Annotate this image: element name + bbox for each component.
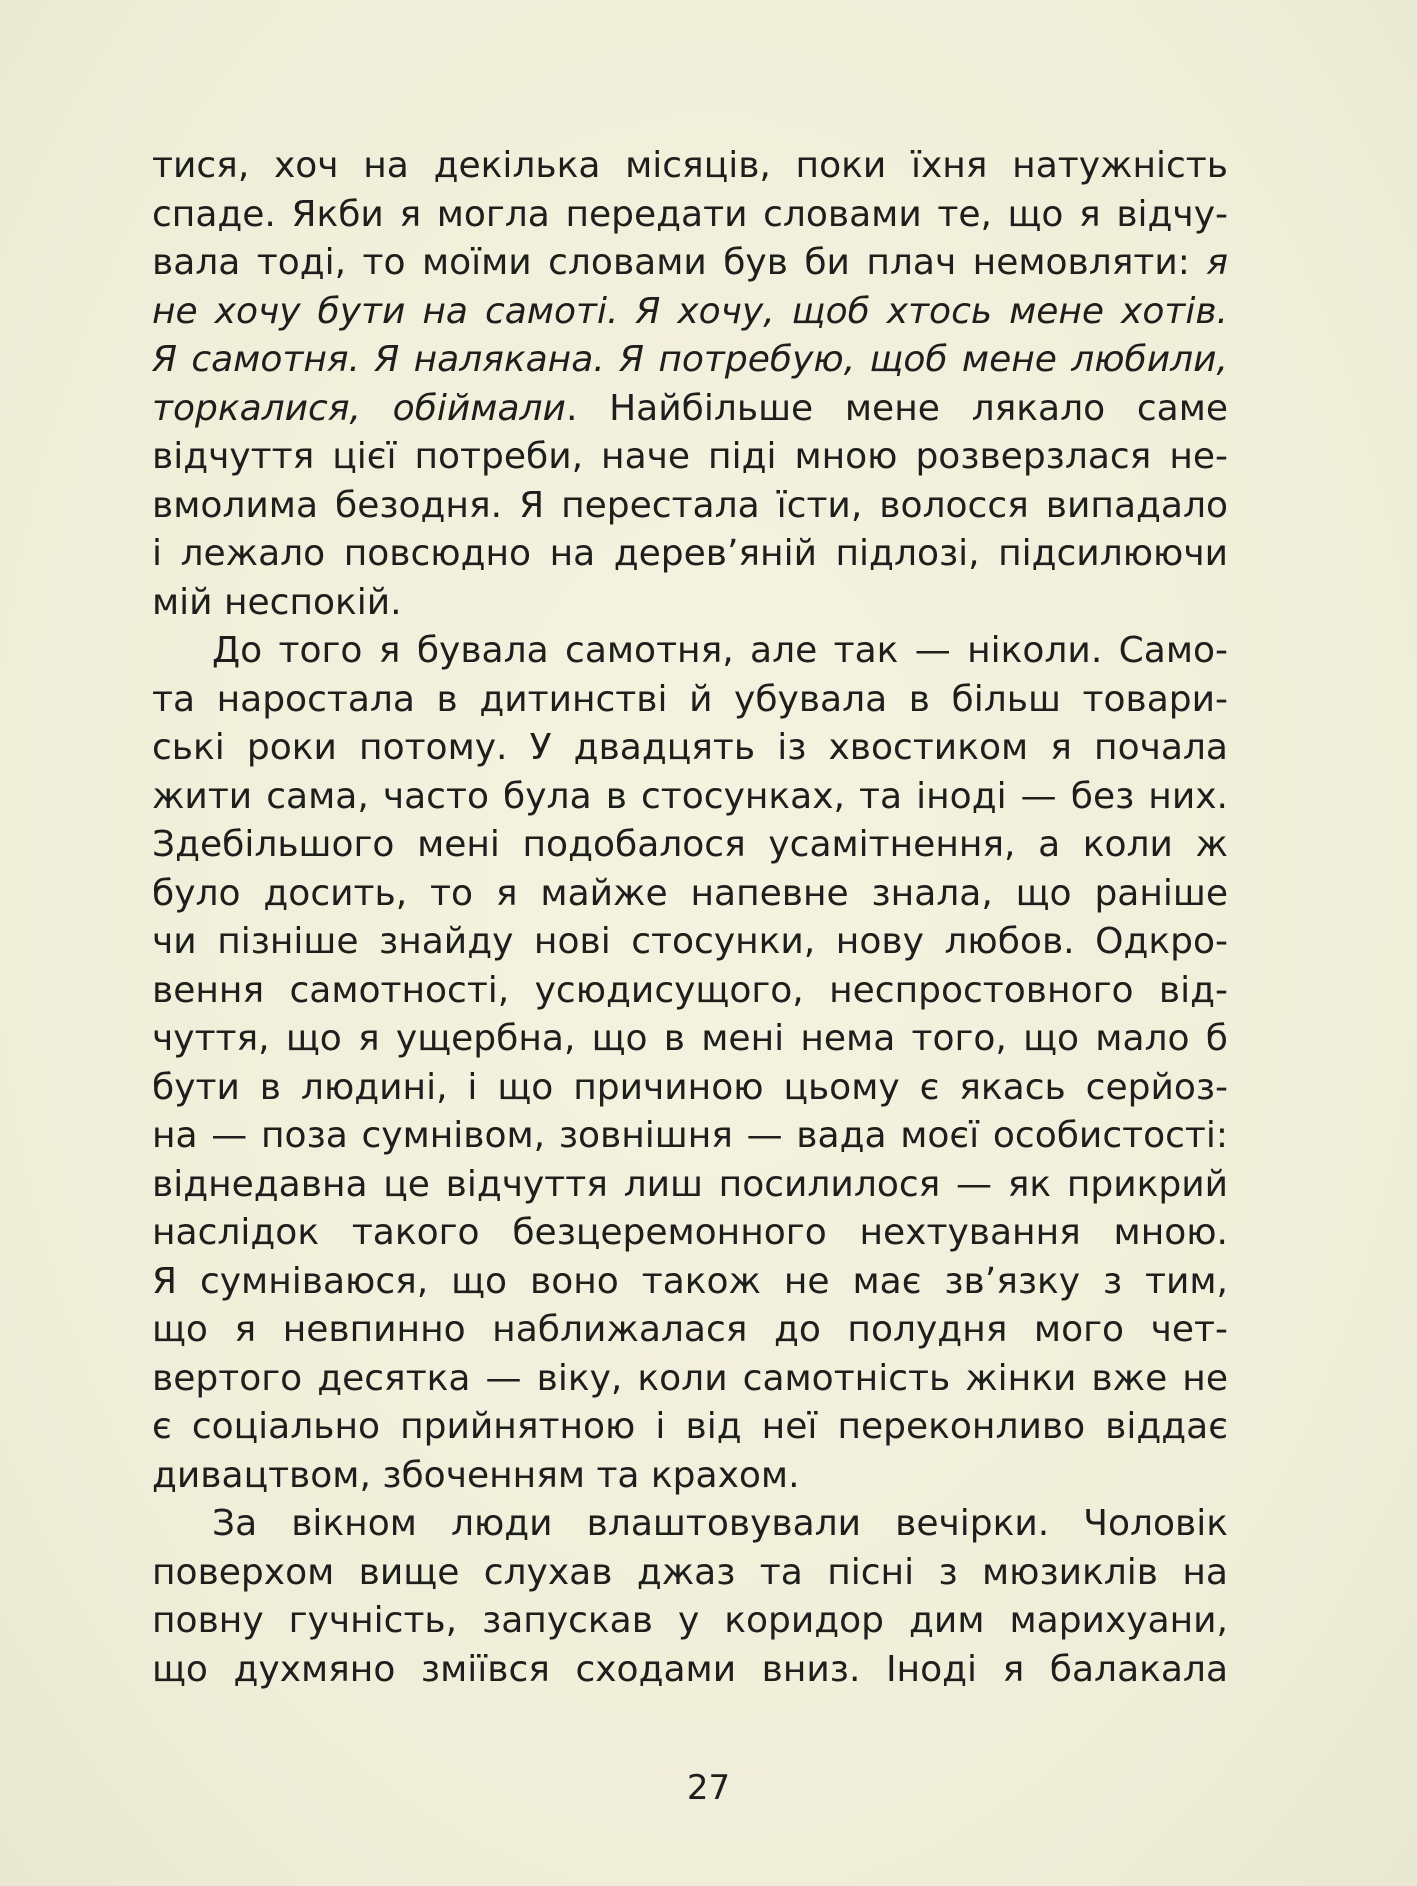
- italic-text: торкалися, обіймали: [152, 387, 566, 429]
- text-line: [152, 142, 1228, 191]
- text-line: [152, 1355, 1228, 1404]
- text-line: [152, 191, 1228, 240]
- text-run: та наростала в дитинстві й убувала в більш товари-: [152, 678, 1228, 720]
- text-line: [152, 1064, 1228, 1113]
- text-line: [152, 967, 1228, 1016]
- text-run: чуття, що я ущербна, що в мені нема того, що мало б: [152, 1018, 1228, 1059]
- text-run: і лежало повсюдно на дерев’яній підлозі, підсилюючи: [152, 533, 1228, 574]
- text-line: [152, 385, 1228, 434]
- text-line: [152, 821, 1228, 870]
- italic-text: не хочу бути на самоті. Я хочу, щоб хтось мене хотів.: [152, 290, 1228, 332]
- italic-text: я: [1206, 242, 1228, 283]
- text-line: [152, 433, 1228, 482]
- text-run: на — поза сумнівом, зовнішня — вада моєї особистості:: [152, 1115, 1228, 1156]
- text-run: мій неспокій.: [152, 581, 402, 623]
- text-line: [152, 579, 1228, 628]
- text-run: До того я бувала самотня, але так — ніколи. Само-: [212, 630, 1228, 671]
- text-run: вмолима безодня. Я перестала їсти, волосся випадало: [152, 484, 1228, 526]
- text-line: [152, 336, 1228, 385]
- text-run: є соціально прийнятною і від неї переконливо віддає: [152, 1406, 1228, 1447]
- page-text: [152, 142, 1228, 1694]
- text-line: [152, 724, 1228, 773]
- text-run: чи пізніше знайду нові стосунки, нову любов. Одкро-: [152, 921, 1228, 962]
- text-line: [152, 918, 1228, 967]
- text-run: тися, хоч на декілька місяців, поки їхня натужність: [152, 145, 1228, 186]
- text-run: наслідок такого безцеремонного нехтування мною.: [152, 1212, 1228, 1253]
- text-line: [152, 773, 1228, 822]
- text-run: що духмяно зміївся сходами вниз. Іноді я балакала: [152, 1648, 1228, 1690]
- text-run: дивацтвом, збоченням та крахом.: [152, 1454, 800, 1496]
- text-line: [152, 1209, 1228, 1258]
- text-run: що я невпинно наближалася до полудня мого чет-: [152, 1309, 1228, 1350]
- text-line: [152, 1403, 1228, 1452]
- text-run: вертого десятка — віку, коли самотність жінки вже не: [152, 1357, 1228, 1399]
- text-run: бути в людині, і що причиною цьому є якась серйоз-: [152, 1066, 1228, 1108]
- text-line: [152, 676, 1228, 725]
- text-line: [152, 1646, 1228, 1695]
- text-run: віднедавна це відчуття лиш посилилося — як прикрий: [152, 1163, 1228, 1205]
- text-line: [152, 239, 1228, 288]
- text-line: [152, 1112, 1228, 1161]
- text-run: поверхом вище слухав джаз та пісні з мюзиклів на: [152, 1551, 1228, 1593]
- text-run: спаде. Якби я могла передати словами те, що я відчу-: [152, 193, 1228, 235]
- text-run: вала тоді, то моїми словами був би плач немовляти:: [152, 242, 1207, 283]
- text-line: [152, 1549, 1228, 1598]
- page-number: 27: [686, 1768, 731, 1808]
- text-run: Я сумніваюся, що воно також не має зв’язку з тим,: [152, 1260, 1228, 1302]
- text-run: . Найбільше мене лякало саме: [565, 387, 1228, 429]
- text-run: було досить, то я майже напевне знала, що раніше: [152, 872, 1228, 914]
- italic-text: Я самотня. Я налякана. Я потребую, щоб мене любили,: [152, 339, 1228, 380]
- text-line: [152, 530, 1228, 579]
- text-run: жити сама, часто була в стосунках, та іноді — без них.: [152, 775, 1228, 817]
- text-line: [152, 482, 1228, 531]
- text-line: [152, 1306, 1228, 1355]
- text-run: Здебільшого мені подобалося усамітнення, а коли ж: [152, 824, 1228, 865]
- text-line: [152, 870, 1228, 919]
- text-line: [152, 1015, 1228, 1064]
- text-run: вення самотності, усюдисущого, неспростовного від-: [152, 969, 1228, 1011]
- text-line: [152, 1258, 1228, 1307]
- text-line: [152, 1597, 1228, 1646]
- text-run: За вікном люди влаштовували вечірки. Чоловік: [212, 1503, 1228, 1544]
- text-run: повну гучність, запускав у коридор дим марихуани,: [152, 1600, 1228, 1641]
- text-run: ські роки потому. У двадцять із хвостиком я почала: [152, 727, 1228, 768]
- text-line: [152, 1452, 1228, 1501]
- text-line: [152, 288, 1228, 337]
- text-run: відчуття цієї потреби, наче піді мною розверзлася не-: [152, 436, 1228, 477]
- text-line: [152, 1500, 1228, 1549]
- text-line: [152, 1161, 1228, 1210]
- text-line: [152, 627, 1228, 676]
